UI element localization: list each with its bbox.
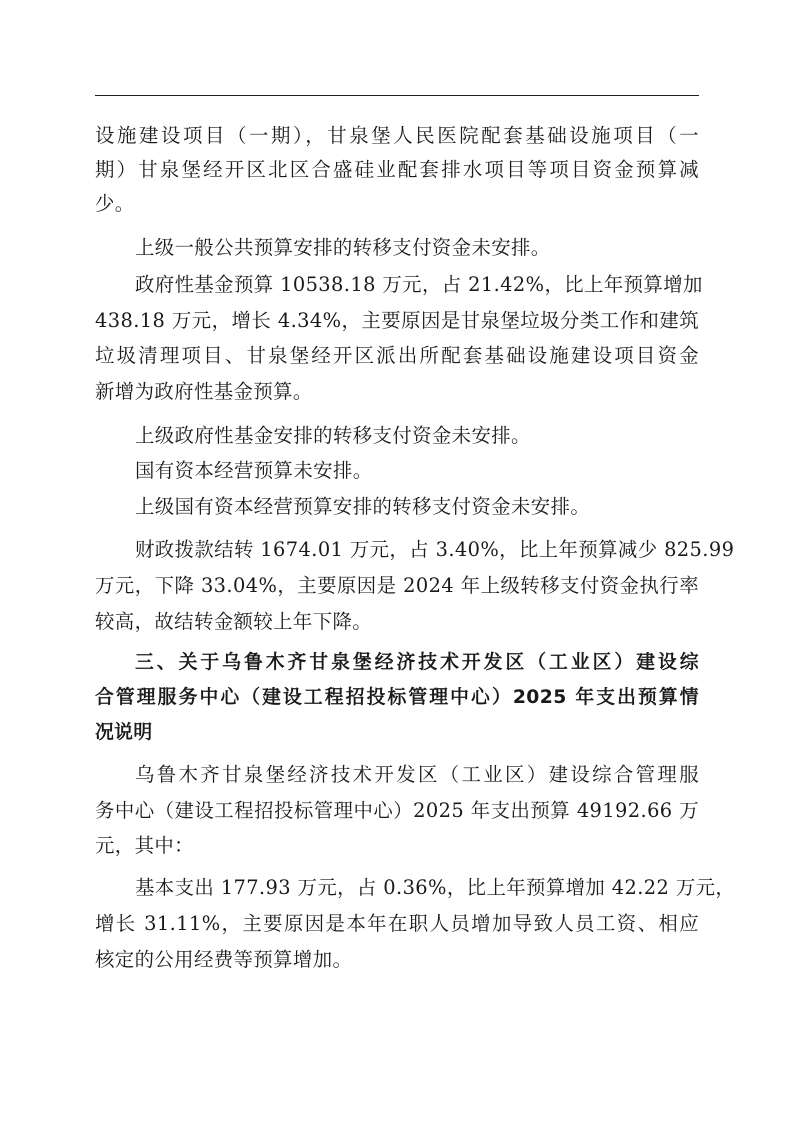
paragraph-line: 垃圾清理项目、甘泉堡经开区派出所配套基础设施建设项目资金 [95,344,699,367]
paragraph-line: 财政拨款结转 1674.01 万元，占 3.40%，比上年预算减少 825.99 [135,538,735,561]
paragraph-line: 元，其中： [95,834,194,857]
paragraph-line: 期）甘泉堡经开区北区合盛硅业配套排水项目等项目资金预算减 [95,158,699,181]
paragraph-line: 乌鲁木齐甘泉堡经济技术开发区（工业区）建设综合管理服 [135,763,699,786]
paragraph-line: 基本支出 177.93 万元，占 0.36%，比上年预算增加 42.22 万元， [135,876,736,899]
paragraph-line: 上级国有资本经营预算安排的转移支付资金未安排。 [135,495,591,518]
paragraph-line: 438.18 万元，增长 4.34%，主要原因是甘泉堡垃圾分类工作和建筑 [95,309,699,332]
section-heading-line: 况说明 [95,722,153,743]
paragraph-line: 核定的公用经费等预算增加。 [95,948,353,971]
header-rule [95,95,699,96]
paragraph-line: 较高，故结转金额较上年下降。 [95,610,373,633]
paragraph-line: 国有资本经营预算未安排。 [135,459,373,482]
paragraph-line: 设施建设项目（一期），甘泉堡人民医院配套基础设施项目（一 [95,124,699,147]
paragraph-line: 万元，下降 33.04%，主要原因是 2024 年上级转移支付资金执行率 [95,574,699,597]
paragraph-line: 新增为政府性基金预算。 [95,380,313,403]
paragraph-line: 务中心（建设工程招投标管理中心）2025 年支出预算 49192.66 万 [95,799,699,822]
paragraph-line: 政府性基金预算 10538.18 万元，占 21.42%，比上年预算增加 [135,273,703,296]
paragraph-line: 上级一般公共预算安排的转移支付资金未安排。 [135,236,551,259]
paragraph-line: 少。 [95,192,135,215]
section-heading-line: 合管理服务中心（建设工程招投标管理中心）2025 年支出预算情 [95,687,699,708]
paragraph-line: 增长 31.11%，主要原因是本年在职人员增加导致人员工资、相应 [95,912,699,935]
paragraph-line: 上级政府性基金安排的转移支付资金未安排。 [135,424,531,447]
section-heading-line: 三、关于乌鲁木齐甘泉堡经济技术开发区（工业区）建设综 [135,652,699,673]
